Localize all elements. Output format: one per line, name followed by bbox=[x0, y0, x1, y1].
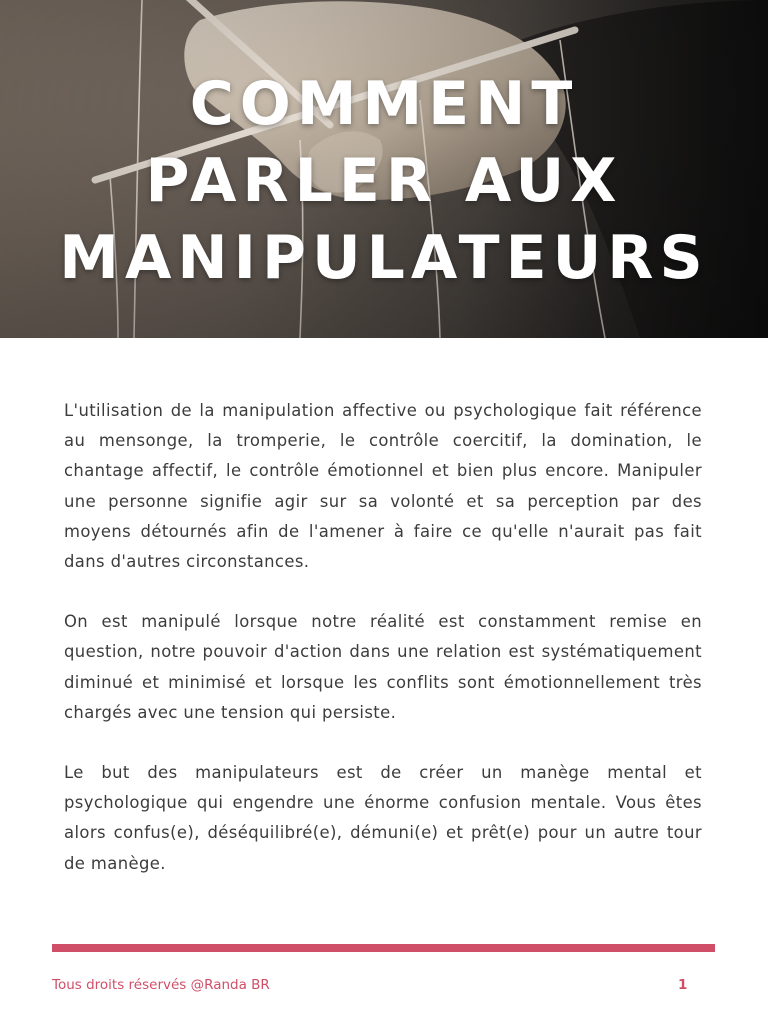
title-line-3: MANIPULATEURS bbox=[59, 223, 709, 293]
page-number: 1 bbox=[678, 977, 688, 993]
paragraph-1: L'utilisation de la manipulation affective ou psychologique fait référence au mensonge, la tromperie, le contrôle coercitif, la domination, le chantage affectif, le contrôle émotionnel et bien plus encore. Manipuler une personne signifie agir sur sa volonté et sa perception par des moyens détournés afin de l'amener à faire ce qu'elle n'aurait pas fait dans d'autres circonstances. bbox=[64, 401, 702, 572]
title-line-2: PARLER AUX bbox=[145, 146, 623, 216]
paragraph-3: Le but des manipulateurs est de créer un manège mental et psychologique qui engendre une énorme confusion mentale. Vous êtes alors confus(e), déséquilibré(e), démuni(e) et prêt(e) pour un autre tour de manège. bbox=[64, 763, 702, 873]
paragraph-2: On est manipulé lorsque notre réalité est constamment remise en question, notre pouvoir d'action dans une relation est systématiquement diminué et minimisé et lorsque les conflits sont émotionnellement très chargés avec une tension qui persiste. bbox=[64, 612, 702, 722]
title-line-1: COMMENT bbox=[189, 69, 579, 139]
footer-divider bbox=[52, 944, 715, 952]
footer-copyright: Tous droits réservés @Randa BR bbox=[52, 977, 270, 993]
hero-banner bbox=[0, 0, 768, 338]
body-text bbox=[64, 396, 702, 909]
page-title bbox=[0, 66, 768, 297]
